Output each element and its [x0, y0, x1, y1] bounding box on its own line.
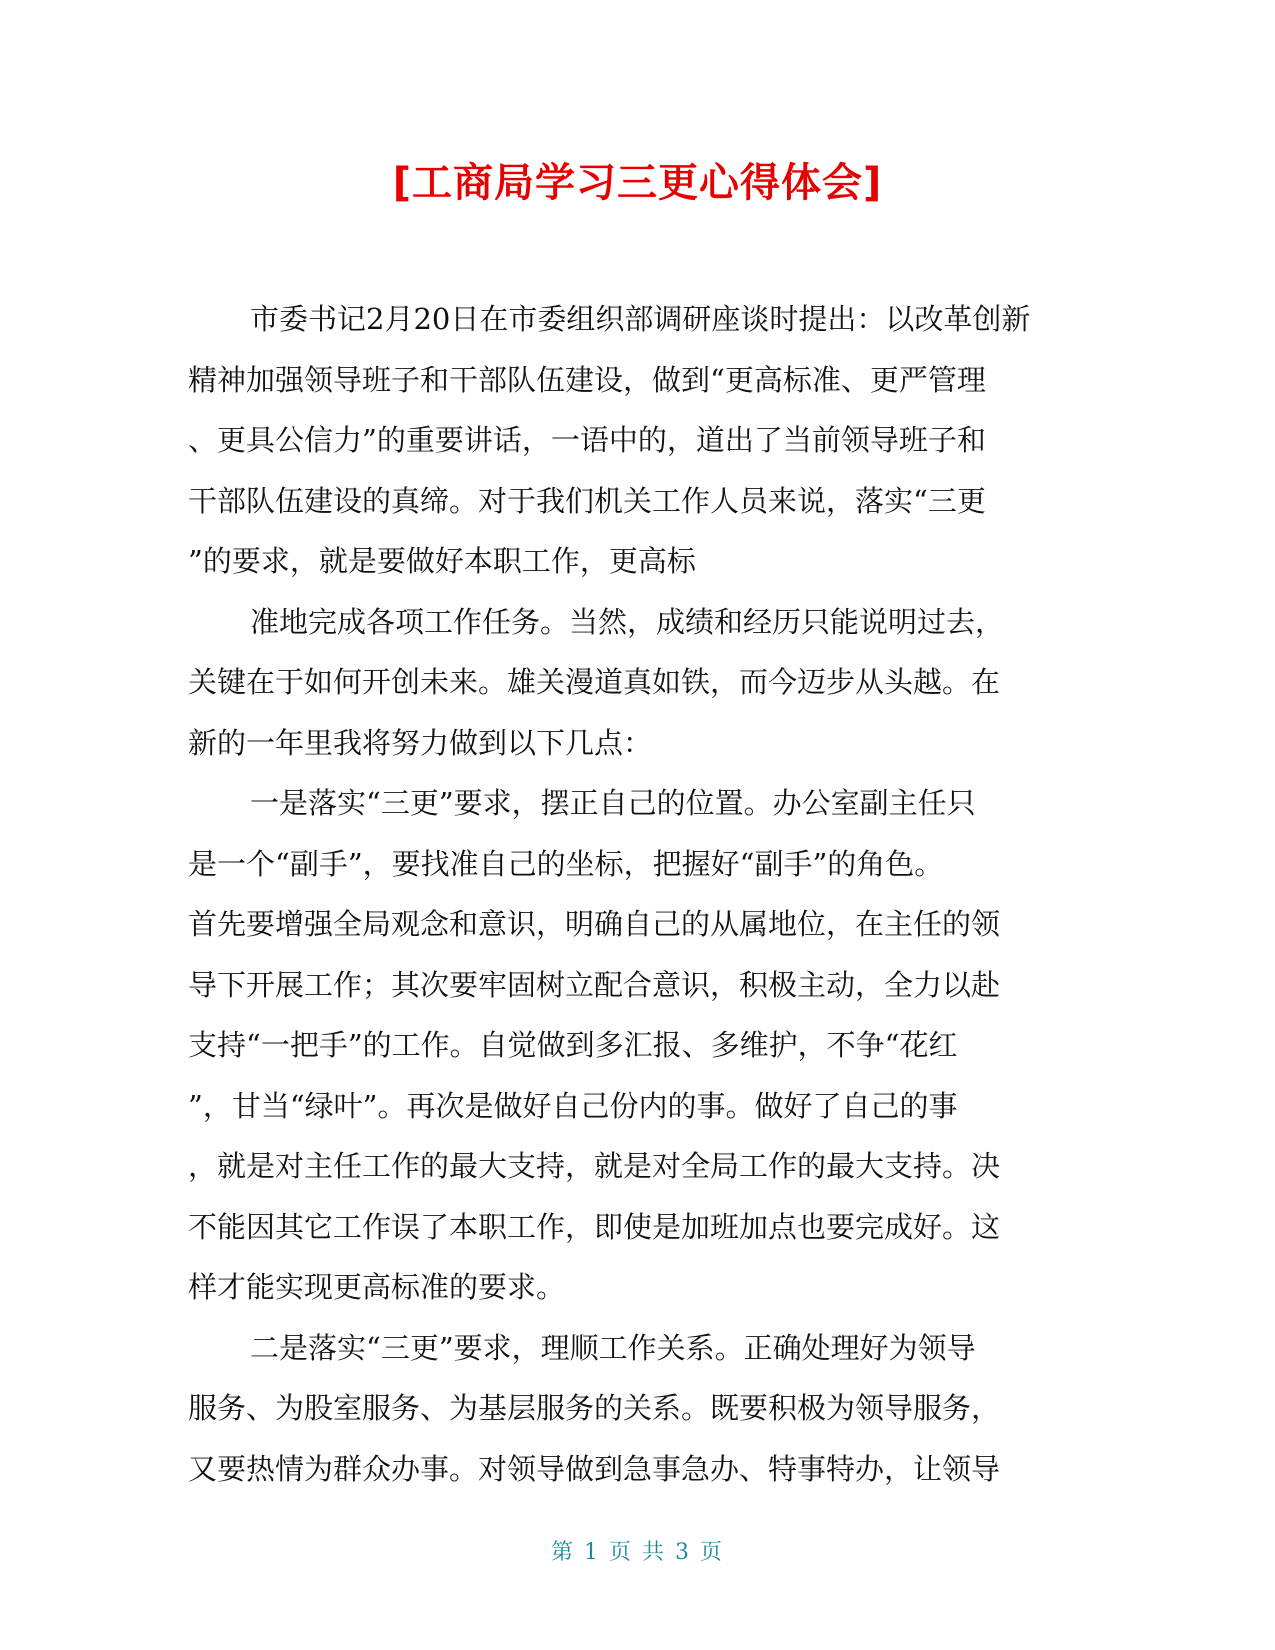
text-line: 关键在于如何开创未来。雄关漫道真如铁，而今迈步从头越。在	[188, 665, 1001, 699]
text-line: 一是落实“三更”要求，摆正自己的位置。办公室副主任只	[250, 786, 976, 820]
text-line: 又要热情为群众办事。对领导做到急事急办、特事特办，让领导	[188, 1451, 1001, 1486]
text-line: ”的要求，就是要做好本职工作，更高标	[188, 544, 696, 578]
page-number: 第 1 页 共 3 页	[551, 1540, 724, 1565]
text-line: 不能因其它工作误了本职工作，即使是加班加点也要完成好。这	[188, 1209, 1001, 1244]
text-line: 支持“一把手”的工作。自觉做到多汇报、多维护，不争“花红	[188, 1028, 958, 1062]
text-line: 准地完成各项工作任务。当然，成绩和经历只能说明过去，	[250, 604, 1005, 639]
text-line: 新的一年里我将努力做到以下几点：	[188, 725, 653, 760]
text-line: ”，甘当“绿叶”。再次是做好自己份内的事。做好了自己的事	[188, 1088, 958, 1123]
text-line: 、更具公信力”的重要讲话，一语中的，道出了当前领导班子和	[188, 423, 986, 457]
text-line: 导下开展工作；其次要牢固树立配合意识，积极主动，全力以赴	[188, 967, 1001, 1002]
text-line: 干部队伍建设的真缔。对于我们机关工作人员来说，落实“三更	[188, 483, 986, 518]
text-line: 首先要增强全局观念和意识，明确自己的从属地位，在主任的领	[188, 907, 1001, 941]
document-title: [工商局学习三更心得体会]	[392, 160, 883, 206]
text-line: 二是落实“三更”要求，理顺工作关系。正确处理好为领导	[250, 1330, 976, 1365]
text-line: 精神加强领导班子和干部队伍建设，做到“更高标准、更严管理	[188, 362, 986, 397]
text-line: 是一个“副手”，要找准自己的坐标，把握好“副手”的角色。	[188, 846, 944, 881]
text-line: ，就是对主任工作的最大支持，就是对全局工作的最大支持。决	[188, 1149, 1001, 1183]
text-line: 服务、为股室服务、为基层服务的关系。既要积极为领导服务，	[188, 1391, 1001, 1425]
text-line: 样才能实现更高标准的要求。	[188, 1270, 566, 1304]
text-line: 市委书记2月20日在市委组织部调研座谈时提出：以改革创新	[250, 302, 1031, 336]
document-body	[188, 289, 1073, 1499]
